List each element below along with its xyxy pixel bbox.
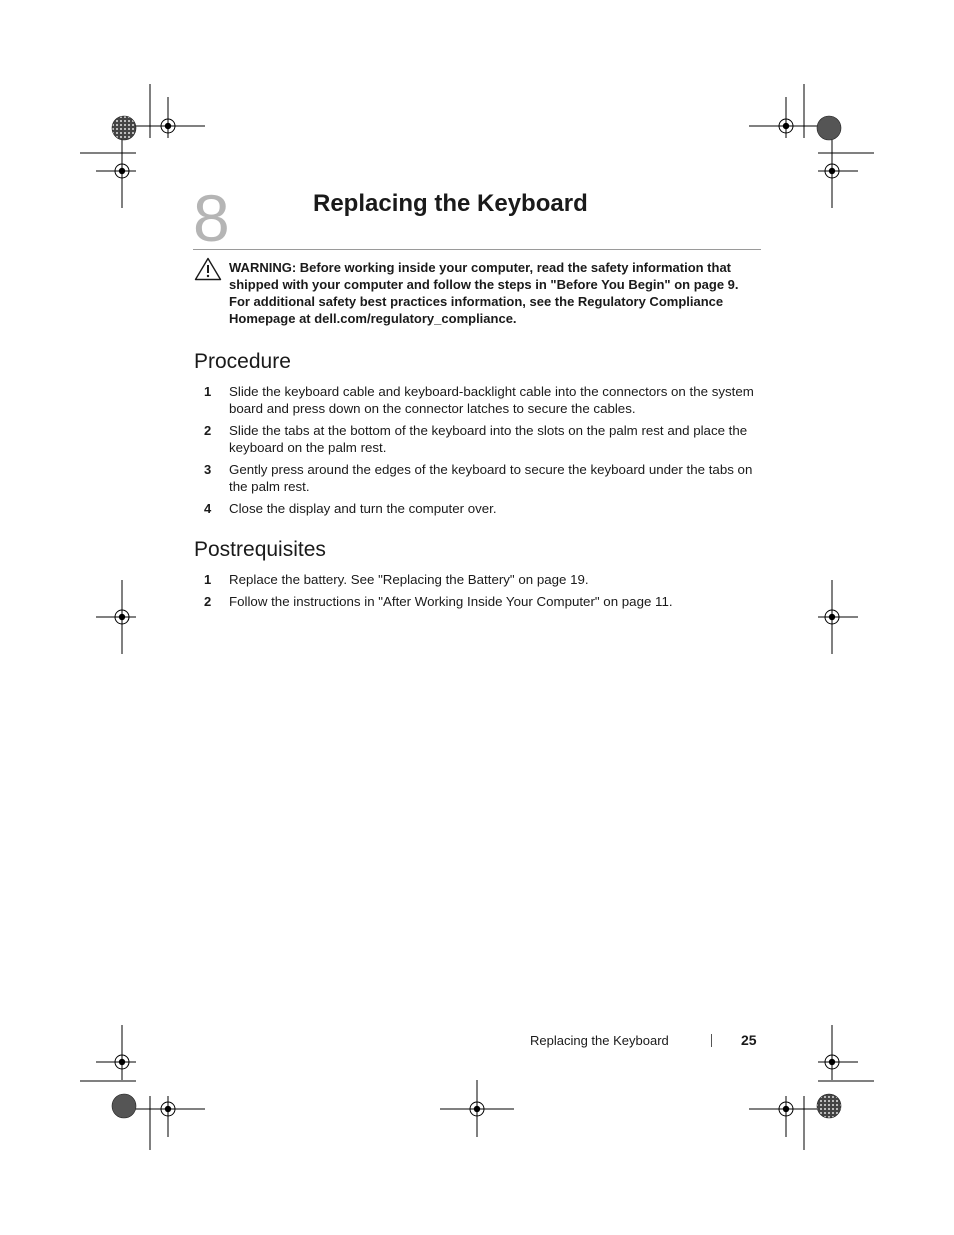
chapter-number: 8 bbox=[193, 181, 230, 255]
footer-chapter-title: Replacing the Keyboard bbox=[530, 1033, 669, 1048]
list-item bbox=[194, 593, 760, 610]
step-text: Follow the instructions in "After Working Inside Your Computer" on page 11. bbox=[229, 594, 673, 609]
step-number: 1 bbox=[204, 572, 212, 587]
step-number: 4 bbox=[204, 501, 212, 516]
list-item bbox=[194, 500, 760, 517]
footer-separator bbox=[711, 1034, 712, 1047]
list-item bbox=[194, 422, 760, 456]
step-text: Slide the tabs at the bottom of the keyboard into the slots on the palm rest and place the keyboard on the palm rest. bbox=[229, 423, 748, 455]
postrequisites-steps bbox=[194, 571, 760, 615]
chapter-title: Replacing the Keyboard bbox=[313, 190, 588, 217]
list-item bbox=[194, 383, 760, 417]
step-number: 2 bbox=[204, 594, 212, 609]
list-item bbox=[194, 571, 760, 588]
step-number: 3 bbox=[204, 462, 212, 477]
chapter-divider bbox=[193, 249, 761, 250]
procedure-heading: Procedure bbox=[194, 350, 291, 373]
step-number: 2 bbox=[204, 423, 212, 438]
procedure-steps bbox=[194, 383, 760, 522]
step-number: 1 bbox=[204, 384, 212, 399]
warning-triangle-icon bbox=[194, 257, 222, 281]
list-item bbox=[194, 461, 760, 495]
page-number: 25 bbox=[741, 1032, 757, 1048]
step-text: Replace the battery. See "Replacing the Battery" on page 19. bbox=[229, 572, 589, 587]
warning-text: WARNING: Before working inside your computer, read the safety information that shipped with your computer and follow the steps in "Before You Begin" on page 9. For additional safety best practices information, see the Regulatory Compliance Homepage at dell.com/regulatory_compliance. bbox=[229, 260, 739, 326]
step-text: Gently press around the edges of the keyboard to secure the keyboard under the tabs on the palm rest. bbox=[229, 462, 753, 494]
step-text: Close the display and turn the computer over. bbox=[229, 501, 497, 516]
step-text: Slide the keyboard cable and keyboard-backlight cable into the connectors on the system board and press down on the connector latches to secure the cables. bbox=[229, 384, 754, 416]
postrequisites-heading: Postrequisites bbox=[194, 538, 326, 561]
